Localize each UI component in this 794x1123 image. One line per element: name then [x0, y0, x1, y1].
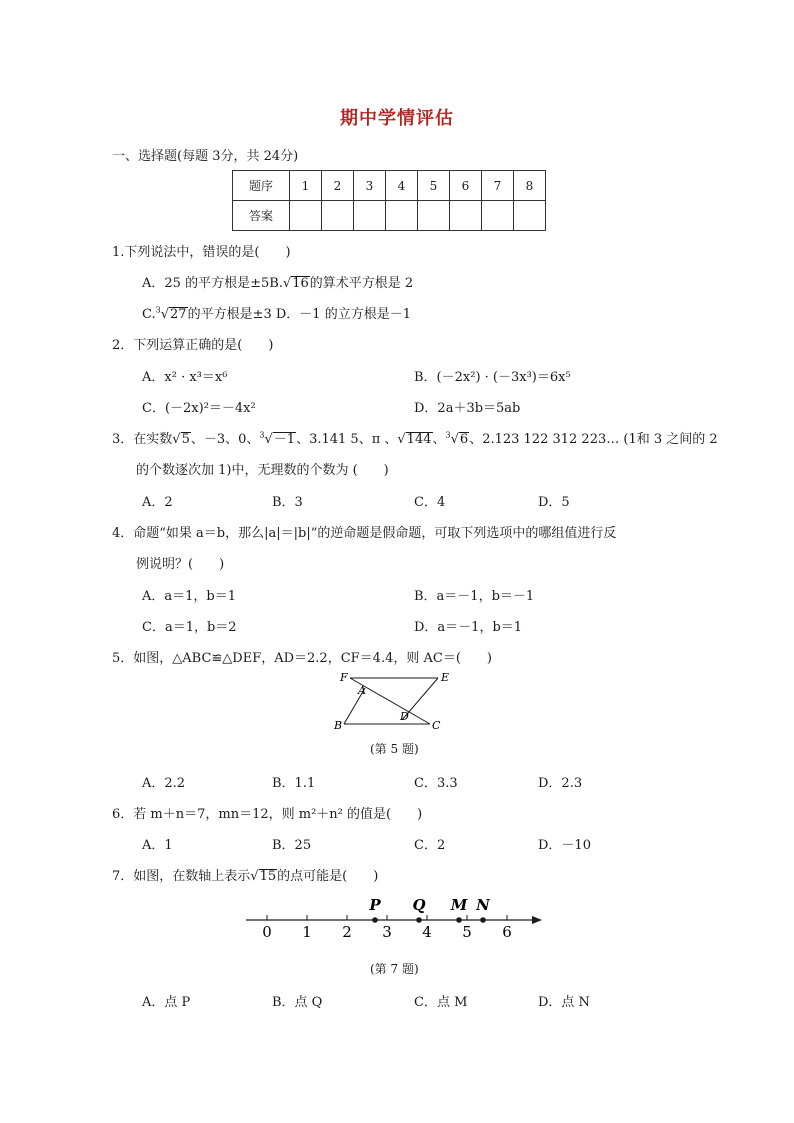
axis-tick-label: 0 — [262, 923, 272, 941]
q1-option-c-prefix: C. — [142, 307, 156, 322]
q3-text: 、2.123 122 312 223… (1和 3 之间的 2 — [469, 432, 718, 447]
q7-radicand: 15 — [259, 869, 277, 884]
q3-option-b: B．3 — [272, 495, 303, 510]
q5-option-d: D．2.3 — [538, 776, 583, 791]
q7-option-c: C．点 M — [414, 995, 468, 1010]
q3-text: 、－3、0、 — [190, 432, 260, 447]
table-cell: 2 — [322, 171, 354, 201]
axis-tick-label: 6 — [502, 923, 512, 941]
table-cell: 4 — [386, 171, 418, 201]
q5-option-c: C．3.3 — [414, 776, 458, 791]
axis-tick-label: 3 — [382, 923, 392, 941]
table-row — [233, 171, 546, 201]
label-d: D — [400, 710, 409, 723]
q6-option-c: C．2 — [414, 838, 446, 853]
q3-option-c: C．4 — [414, 495, 446, 510]
table-cell: 6 — [450, 171, 482, 201]
axis-tick-label: 1 — [302, 923, 312, 941]
q6-option-d: D．－10 — [538, 838, 591, 853]
q3-text: 3．在实数 — [112, 432, 173, 447]
point-label: M — [450, 896, 468, 914]
q1-option-b-suffix: 的算术平方根是 2 — [309, 276, 414, 291]
point-label: P — [369, 896, 381, 914]
q1-option-b-prefix: B. — [269, 276, 283, 291]
q1-option-a-b: A．25 的平方根是±5B.√16的算术平方根是 2 — [142, 276, 414, 291]
q2-option-d: D．2a＋3b＝5ab — [414, 401, 521, 416]
q3-radicand: 6 — [459, 432, 469, 447]
q7-text: 7．如图，在数轴上表示 — [112, 869, 251, 884]
q6-option-a: A．1 — [142, 838, 173, 853]
figure-7-caption: (第 7 题) — [370, 962, 419, 976]
table-header-cell: 题序 — [233, 171, 290, 201]
q3-option-d: D．5 — [538, 495, 570, 510]
label-a: A — [358, 684, 366, 697]
arrow-head-icon — [532, 916, 542, 924]
q5-option-b: B．1.1 — [272, 776, 316, 791]
q3-radicand: 144 — [406, 432, 432, 447]
q4-option-d: D．a＝－1，b＝1 — [414, 620, 523, 635]
q2-option-a: A．x² · x³＝x⁶ — [142, 370, 228, 385]
figure-5-caption: (第 5 题) — [370, 742, 419, 756]
label-c: C — [432, 719, 441, 732]
point-marker — [372, 917, 378, 923]
question-3-line-2: 的个数逐次加 1)中，无理数的个数为 ( ) — [136, 463, 389, 478]
answer-cell[interactable] — [450, 201, 482, 231]
q3-text: 、3.141 5、π 、 — [296, 432, 398, 447]
point-marker — [480, 917, 486, 923]
q4-option-b: B．a＝－1，b＝－1 — [414, 589, 535, 604]
question-6-stem: 6．若 m＋n＝7，mn＝12，则 m²＋n² 的值是( ) — [112, 807, 423, 822]
question-5-stem: 5．如图，△ABC≌△DEF，AD＝2.2，CF＝4.4，则 AC＝( ) — [112, 651, 492, 666]
table-cell: 5 — [418, 171, 450, 201]
section-heading: 一、选择题(每题 3分，共 24分) — [112, 149, 299, 164]
table-cell: 8 — [514, 171, 546, 201]
q7-text: 的点可能是( ) — [277, 869, 379, 884]
q2-option-c: C．(－2x)²＝－4x² — [142, 401, 256, 416]
q7-option-b: B．点 Q — [272, 995, 323, 1010]
answer-table — [232, 170, 546, 231]
question-4-line-1: 4．命题“如果 a＝b，那么|a|＝|b|”的逆命题是假命题，可取下列选项中的哪组值进行反 — [112, 526, 617, 541]
answer-cell[interactable] — [290, 201, 322, 231]
q7-option-a: A．点 P — [142, 995, 191, 1010]
q3-option-a: A．2 — [142, 495, 173, 510]
q1-option-d: D．－1 的立方根是－1 — [275, 307, 411, 322]
page-title: 期中学情评估 — [340, 108, 454, 129]
question-4-line-2: 例说明？( ) — [136, 557, 225, 572]
q6-option-b: B．25 — [272, 838, 312, 853]
label-e: E — [441, 671, 450, 684]
q5-option-a: A．2.2 — [142, 776, 186, 791]
q1-option-c-index: 3 — [155, 305, 161, 315]
q3-radicand: －1 — [273, 432, 296, 447]
question-1-stem: 1.下列说法中，错误的是( ) — [112, 245, 291, 260]
q1-option-b-radicand: 16 — [292, 276, 309, 291]
table-cell: 7 — [482, 171, 514, 201]
table-cell: 1 — [290, 171, 322, 201]
answer-cell[interactable] — [354, 201, 386, 231]
answer-cell[interactable] — [418, 201, 450, 231]
q1-option-a: A．25 的平方根是±5 — [142, 276, 270, 291]
question-3-line-1: 3．在实数√5、－3、0、$^3$√－1、3.141 5、π 、√144、$^3$√6、2.123 122 312 223… (1和 3 之间的 2 — [112, 430, 718, 447]
point-label: N — [476, 896, 490, 914]
axis-tick-label: 5 — [462, 923, 472, 941]
question-2-stem: 2．下列运算正确的是( ) — [112, 338, 274, 353]
label-f: F — [340, 671, 348, 684]
q1-option-c-suffix: 的平方根是±3 — [187, 307, 272, 322]
table-row — [233, 201, 546, 231]
point-marker — [456, 917, 462, 923]
q1-option-c-d: C.$^3$√27的平方根是±3 D．－1 的立方根是－1 — [142, 305, 411, 322]
axis-tick-label: 2 — [342, 923, 352, 941]
q3-root-index: 3 — [259, 430, 265, 440]
axis-tick-label: 4 — [422, 923, 432, 941]
answer-cell[interactable] — [482, 201, 514, 231]
q7-option-d: D．点 N — [538, 995, 590, 1010]
table-header-cell: 答案 — [233, 201, 290, 231]
label-b: B — [334, 719, 343, 732]
question-7-stem: 7．如图，在数轴上表示√15的点可能是( ) — [112, 869, 379, 884]
point-marker — [416, 917, 422, 923]
q3-root-index: 3 — [445, 430, 451, 440]
q2-option-b: B．(－2x²) · (－3x³)＝6x⁵ — [414, 370, 571, 385]
triangle-figure — [330, 668, 460, 734]
answer-cell[interactable] — [514, 201, 546, 231]
table-cell: 3 — [354, 171, 386, 201]
number-line-figure — [240, 892, 550, 948]
q1-option-c-radicand: 27 — [170, 307, 187, 322]
q3-radicand: 5 — [181, 432, 190, 447]
answer-cell[interactable] — [386, 201, 418, 231]
q3-text: 、 — [432, 432, 446, 447]
q4-option-a: A．a＝1，b＝1 — [142, 589, 237, 604]
q4-option-c: C．a＝1，b＝2 — [142, 620, 237, 635]
point-label: Q — [412, 896, 426, 914]
answer-cell[interactable] — [322, 201, 354, 231]
